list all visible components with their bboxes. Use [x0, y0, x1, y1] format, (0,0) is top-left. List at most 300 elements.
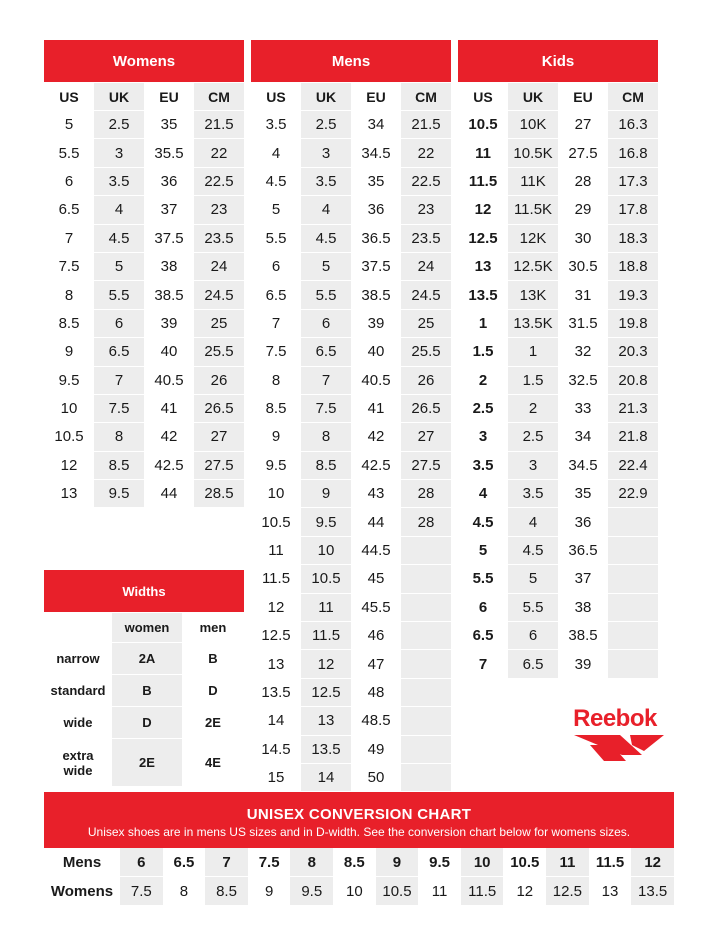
width-row — [44, 739, 244, 787]
size-cell: 6 — [94, 309, 144, 337]
width-men: B — [182, 643, 244, 675]
size-cell — [401, 622, 451, 650]
unisex-size-cell: 7.5 — [248, 848, 291, 877]
size-cell: 3 — [508, 451, 558, 479]
unisex-size-cell: 9 — [248, 877, 291, 906]
table-row — [458, 309, 658, 337]
size-cell: 12 — [251, 593, 301, 621]
table-row — [458, 451, 658, 479]
table-row — [251, 252, 451, 280]
size-cell: 6 — [301, 309, 351, 337]
width-women: 2A — [112, 643, 182, 675]
size-cell: 13.5 — [301, 735, 351, 763]
size-cell: 8.5 — [44, 309, 94, 337]
col-header-uk: UK — [508, 83, 558, 111]
table-row — [458, 338, 658, 366]
table-row — [44, 480, 244, 508]
size-cell: 27 — [558, 111, 608, 139]
width-row — [44, 675, 244, 707]
size-cell: 4 — [251, 139, 301, 167]
size-cell — [401, 763, 451, 791]
size-cell: 50 — [351, 763, 401, 791]
width-label — [44, 739, 112, 787]
unisex-size-cell: 12 — [503, 877, 546, 906]
size-cell: 4 — [458, 480, 508, 508]
size-cell: 7.5 — [94, 394, 144, 422]
table-row — [251, 281, 451, 309]
size-cell: 4.5 — [251, 167, 301, 195]
width-women: B — [112, 675, 182, 707]
table-row — [44, 224, 244, 252]
size-cell: 9.5 — [44, 366, 94, 394]
width-label — [44, 707, 112, 739]
size-cell: 14.5 — [251, 735, 301, 763]
table-row — [458, 480, 658, 508]
size-cell: 3.5 — [458, 451, 508, 479]
table-row — [251, 167, 451, 195]
size-cell: 47 — [351, 650, 401, 678]
table-row — [44, 423, 244, 451]
table-row — [458, 394, 658, 422]
size-cell: 1.5 — [508, 366, 558, 394]
kids-title: Kids — [458, 40, 658, 83]
unisex-size-cell: 10 — [333, 877, 376, 906]
size-cell — [401, 565, 451, 593]
size-cell — [401, 536, 451, 564]
size-cell: 32.5 — [558, 366, 608, 394]
size-cell: 26.5 — [401, 394, 451, 422]
size-cell: 42 — [351, 423, 401, 451]
size-cell: 5 — [458, 536, 508, 564]
size-cell: 28 — [401, 508, 451, 536]
size-cell: 9.5 — [94, 480, 144, 508]
size-cell: 7.5 — [301, 394, 351, 422]
size-cell: 3.5 — [508, 480, 558, 508]
size-cell: 7.5 — [44, 252, 94, 280]
size-cell: 4.5 — [508, 536, 558, 564]
size-cell: 2.5 — [301, 111, 351, 139]
table-row — [251, 763, 451, 791]
size-cell: 40 — [144, 338, 194, 366]
size-cell: 25.5 — [194, 338, 244, 366]
unisex-size-cell: 7 — [205, 848, 248, 877]
table-row — [251, 593, 451, 621]
size-cell: 7.5 — [251, 338, 301, 366]
size-cell: 14 — [301, 763, 351, 791]
mens-size-table — [251, 40, 451, 792]
size-cell — [608, 508, 658, 536]
size-cell: 3 — [94, 139, 144, 167]
size-cell: 12 — [44, 451, 94, 479]
size-cell: 28.5 — [194, 480, 244, 508]
size-cell: 32 — [558, 338, 608, 366]
width-label-line1: extra — [62, 747, 94, 763]
size-cell: 36 — [144, 167, 194, 195]
unisex-row-label: Womens — [44, 877, 120, 906]
unisex-size-cell: 8.5 — [205, 877, 248, 906]
unisex-title: UNISEX CONVERSION CHART — [246, 806, 472, 823]
size-cell: 31.5 — [558, 309, 608, 337]
table-row — [458, 622, 658, 650]
size-cell: 23 — [401, 196, 451, 224]
size-cell: 17.3 — [608, 167, 658, 195]
size-cell: 10.5 — [458, 111, 508, 139]
size-cell — [608, 593, 658, 621]
size-cell: 6 — [251, 252, 301, 280]
size-cell: 22 — [194, 139, 244, 167]
size-cell: 9 — [251, 423, 301, 451]
width-label-line1: wide — [63, 715, 93, 730]
table-row — [44, 111, 244, 139]
size-cell — [401, 593, 451, 621]
size-cell: 6 — [44, 167, 94, 195]
widths-col-men: men — [182, 613, 244, 643]
size-cell — [401, 650, 451, 678]
size-cell: 7 — [301, 366, 351, 394]
table-row — [44, 451, 244, 479]
unisex-size-cell: 8 — [290, 848, 333, 877]
size-cell: 5 — [301, 252, 351, 280]
size-cell: 2.5 — [508, 423, 558, 451]
table-row — [251, 196, 451, 224]
size-cell: 37.5 — [144, 224, 194, 252]
size-cell: 13.5 — [458, 281, 508, 309]
size-cell: 44 — [144, 480, 194, 508]
size-cell: 34.5 — [558, 451, 608, 479]
unisex-size-cell: 11.5 — [589, 848, 632, 877]
size-cell: 34.5 — [351, 139, 401, 167]
size-cell: 24.5 — [401, 281, 451, 309]
widths-table — [44, 570, 244, 787]
size-cell: 11.5 — [301, 622, 351, 650]
table-row — [44, 139, 244, 167]
unisex-size-cell: 12 — [631, 848, 674, 877]
size-cell: 2.5 — [94, 111, 144, 139]
table-row — [251, 735, 451, 763]
unisex-size-cell: 8.5 — [333, 848, 376, 877]
size-cell: 33 — [558, 394, 608, 422]
table-row — [458, 650, 658, 678]
width-label — [44, 675, 112, 707]
unisex-size-cell: 11.5 — [461, 877, 504, 906]
size-cell: 6 — [508, 622, 558, 650]
size-cell: 38.5 — [144, 281, 194, 309]
col-header-uk: UK — [301, 83, 351, 111]
width-label-line1: narrow — [56, 651, 100, 666]
size-cell: 11K — [508, 167, 558, 195]
size-cell: 45 — [351, 565, 401, 593]
size-cell: 1 — [508, 338, 558, 366]
table-row — [458, 508, 658, 536]
size-cell — [608, 536, 658, 564]
size-cell: 9 — [44, 338, 94, 366]
size-cell: 26.5 — [194, 394, 244, 422]
table-row — [251, 565, 451, 593]
col-header-us: US — [44, 83, 94, 111]
unisex-size-cell: 9.5 — [418, 848, 461, 877]
size-cell: 27 — [401, 423, 451, 451]
size-cell: 10.5K — [508, 139, 558, 167]
size-cell: 10.5 — [44, 423, 94, 451]
table-row — [251, 451, 451, 479]
size-cell: 49 — [351, 735, 401, 763]
size-cell: 8 — [94, 423, 144, 451]
size-cell: 2.5 — [458, 394, 508, 422]
size-cell: 6.5 — [94, 338, 144, 366]
size-cell: 30 — [558, 224, 608, 252]
col-header-eu: EU — [558, 83, 608, 111]
table-row — [251, 480, 451, 508]
table-row — [251, 536, 451, 564]
size-cell: 38 — [558, 593, 608, 621]
size-cell — [608, 622, 658, 650]
size-cell: 39 — [558, 650, 608, 678]
table-row — [251, 394, 451, 422]
table-row — [251, 111, 451, 139]
unisex-size-cell: 11 — [546, 848, 589, 877]
size-cell — [401, 735, 451, 763]
size-cell: 9.5 — [251, 451, 301, 479]
size-cell: 5.5 — [508, 593, 558, 621]
size-cell: 12.5 — [251, 622, 301, 650]
size-cell: 39 — [351, 309, 401, 337]
size-cell: 3.5 — [251, 111, 301, 139]
table-row — [458, 196, 658, 224]
unisex-size-cell: 10.5 — [376, 877, 419, 906]
size-cell: 10K — [508, 111, 558, 139]
size-cell: 31 — [558, 281, 608, 309]
size-cell: 6.5 — [458, 622, 508, 650]
size-cell: 8 — [301, 423, 351, 451]
width-women: D — [112, 707, 182, 739]
size-cell: 18.3 — [608, 224, 658, 252]
size-cell: 12K — [508, 224, 558, 252]
size-cell: 19.3 — [608, 281, 658, 309]
size-cell: 27.5 — [558, 139, 608, 167]
size-cell: 2 — [458, 366, 508, 394]
table-row — [44, 281, 244, 309]
size-cell: 41 — [351, 394, 401, 422]
size-cell: 36.5 — [351, 224, 401, 252]
size-cell: 3 — [301, 139, 351, 167]
size-cell: 13 — [44, 480, 94, 508]
size-cell: 35 — [351, 167, 401, 195]
col-header-eu: EU — [351, 83, 401, 111]
size-cell: 12 — [458, 196, 508, 224]
size-cell: 21.5 — [401, 111, 451, 139]
size-cell: 17.8 — [608, 196, 658, 224]
size-cell: 42.5 — [144, 451, 194, 479]
table-row — [251, 139, 451, 167]
size-cell — [401, 678, 451, 706]
size-cell: 22.5 — [194, 167, 244, 195]
unisex-size-cell: 10 — [461, 848, 504, 877]
size-cell: 13.5 — [251, 678, 301, 706]
size-cell: 12.5 — [301, 678, 351, 706]
size-cell: 40 — [351, 338, 401, 366]
unisex-womens-row — [44, 877, 674, 906]
size-cell: 11.5 — [251, 565, 301, 593]
size-cell: 3.5 — [301, 167, 351, 195]
size-cell: 21.3 — [608, 394, 658, 422]
col-header-cm: CM — [608, 83, 658, 111]
size-cell: 28 — [401, 480, 451, 508]
table-row — [44, 394, 244, 422]
unisex-size-cell: 11 — [418, 877, 461, 906]
size-cell: 22 — [401, 139, 451, 167]
size-cell: 11.5 — [458, 167, 508, 195]
size-cell: 5.5 — [301, 281, 351, 309]
table-row — [251, 707, 451, 735]
size-cell: 40.5 — [144, 366, 194, 394]
size-cell: 6.5 — [44, 196, 94, 224]
size-cell: 10 — [301, 536, 351, 564]
size-cell: 4 — [301, 196, 351, 224]
width-men: D — [182, 675, 244, 707]
width-men: 2E — [182, 707, 244, 739]
size-cell: 24.5 — [194, 281, 244, 309]
table-row — [44, 167, 244, 195]
size-cell: 34 — [558, 423, 608, 451]
size-cell: 34 — [351, 111, 401, 139]
size-cell: 19.8 — [608, 309, 658, 337]
size-cell: 14 — [251, 707, 301, 735]
size-cell: 21.5 — [194, 111, 244, 139]
reebok-logo — [560, 705, 670, 765]
size-cell: 10.5 — [251, 508, 301, 536]
size-cell: 5.5 — [44, 139, 94, 167]
table-row — [458, 281, 658, 309]
col-header-eu: EU — [144, 83, 194, 111]
size-cell: 7 — [94, 366, 144, 394]
size-cell: 25 — [194, 309, 244, 337]
size-cell: 9 — [301, 480, 351, 508]
table-row — [458, 139, 658, 167]
size-cell: 5 — [251, 196, 301, 224]
unisex-size-cell: 12.5 — [546, 877, 589, 906]
table-row — [44, 252, 244, 280]
unisex-size-cell: 7.5 — [120, 877, 163, 906]
unisex-mens-row — [44, 848, 674, 877]
size-cell: 27.5 — [401, 451, 451, 479]
size-cell: 3 — [458, 423, 508, 451]
size-cell: 26 — [401, 366, 451, 394]
col-header-us: US — [458, 83, 508, 111]
size-cell: 7 — [458, 650, 508, 678]
size-cell: 5 — [94, 252, 144, 280]
table-row — [251, 622, 451, 650]
size-cell: 5 — [508, 565, 558, 593]
size-cell: 25.5 — [401, 338, 451, 366]
size-cell: 16.3 — [608, 111, 658, 139]
size-cell: 23.5 — [401, 224, 451, 252]
table-row — [458, 593, 658, 621]
size-cell: 20.3 — [608, 338, 658, 366]
womens-title: Womens — [44, 40, 244, 83]
size-cell: 35.5 — [144, 139, 194, 167]
size-cell: 2 — [508, 394, 558, 422]
size-cell: 13K — [508, 281, 558, 309]
unisex-row-label: Mens — [44, 848, 120, 877]
table-row — [458, 111, 658, 139]
size-cell: 35 — [558, 480, 608, 508]
size-cell: 44.5 — [351, 536, 401, 564]
col-header-cm: CM — [401, 83, 451, 111]
size-cell: 9.5 — [301, 508, 351, 536]
col-header-cm: CM — [194, 83, 244, 111]
size-cell: 37 — [144, 196, 194, 224]
size-cell: 41 — [144, 394, 194, 422]
size-cell: 22.5 — [401, 167, 451, 195]
table-row — [44, 366, 244, 394]
unisex-size-cell: 9 — [376, 848, 419, 877]
mens-title: Mens — [251, 40, 451, 83]
size-cell: 25 — [401, 309, 451, 337]
size-cell: 21.8 — [608, 423, 658, 451]
size-cell: 5 — [44, 111, 94, 139]
size-cell: 40.5 — [351, 366, 401, 394]
col-header-us: US — [251, 83, 301, 111]
col-header-uk: UK — [94, 83, 144, 111]
size-cell: 11 — [251, 536, 301, 564]
table-row — [458, 536, 658, 564]
size-cell: 7 — [44, 224, 94, 252]
size-cell: 36 — [558, 508, 608, 536]
size-cell: 38.5 — [351, 281, 401, 309]
table-row — [251, 366, 451, 394]
size-cell: 5.5 — [94, 281, 144, 309]
size-cell: 35 — [144, 111, 194, 139]
size-cell: 37.5 — [351, 252, 401, 280]
unisex-size-cell: 13 — [589, 877, 632, 906]
width-label — [44, 643, 112, 675]
size-cell: 8 — [251, 366, 301, 394]
unisex-size-cell: 13.5 — [631, 877, 674, 906]
size-cell: 44 — [351, 508, 401, 536]
size-cell: 4.5 — [94, 224, 144, 252]
size-cell: 45.5 — [351, 593, 401, 621]
size-cell: 37 — [558, 565, 608, 593]
table-row — [251, 224, 451, 252]
size-cell: 4 — [94, 196, 144, 224]
size-cell: 20.8 — [608, 366, 658, 394]
kids-size-table — [458, 40, 658, 679]
size-cell: 48.5 — [351, 707, 401, 735]
size-cell: 11 — [301, 593, 351, 621]
table-row — [458, 224, 658, 252]
table-row — [251, 423, 451, 451]
size-cell: 6.5 — [251, 281, 301, 309]
unisex-size-cell: 8 — [163, 877, 206, 906]
width-row — [44, 707, 244, 739]
size-cell: 10 — [251, 480, 301, 508]
size-cell: 26 — [194, 366, 244, 394]
size-cell: 4.5 — [301, 224, 351, 252]
table-row — [44, 338, 244, 366]
table-row — [458, 252, 658, 280]
unisex-subtitle: Unisex shoes are in mens US sizes and in D-width. See the conversion chart below for womens sizes. — [87, 825, 631, 839]
size-cell: 8 — [44, 281, 94, 309]
size-cell: 5.5 — [251, 224, 301, 252]
size-cell: 38.5 — [558, 622, 608, 650]
size-cell — [401, 707, 451, 735]
womens-size-table — [44, 40, 244, 508]
size-cell: 6.5 — [508, 650, 558, 678]
size-cell: 36.5 — [558, 536, 608, 564]
unisex-conversion-table — [44, 848, 674, 906]
unisex-size-cell: 6 — [120, 848, 163, 877]
size-cell: 39 — [144, 309, 194, 337]
